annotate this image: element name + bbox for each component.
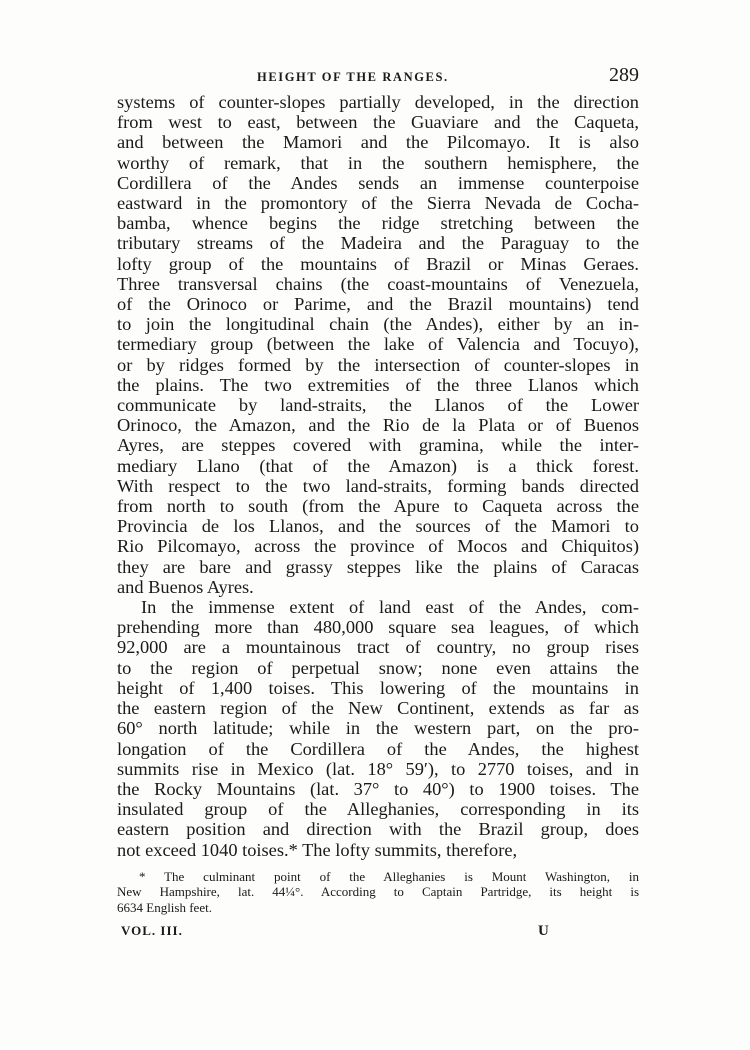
footnote (117, 869, 639, 916)
text-line: longation of the Cordillera of the Andes, the highest (117, 738, 639, 759)
text-line: and between the Mamori and the Pilcomayo. It is also (117, 132, 639, 153)
text-line: the plains. The two extremities of the three Llanos which (117, 374, 639, 395)
text-line: height of 1,400 toises. This lowering of the mountains in (117, 677, 639, 698)
text-line: not exceed 1040 toises.* The lofty summits, therefore, (117, 839, 518, 860)
text-line: of the Orinoco or Parime, and the Brazil mountains) tend (117, 294, 639, 315)
signature-mark: U (538, 923, 550, 940)
text-line: Cordillera of the Andes sends an immense counterpoise (117, 172, 639, 193)
paragraph (117, 92, 639, 597)
text-line: worthy of remark, that in the southern hemisphere, the (117, 152, 639, 173)
text-line: tributary streams of the Madeira and the Paraguay to the (117, 233, 639, 254)
text-line: and Buenos Ayres. (117, 576, 254, 597)
running-head: HEIGHT OF THE RANGES. (257, 70, 449, 84)
text-line: summits rise in Mexico (lat. 18° 59′), to 2770 toises, and in (117, 758, 639, 779)
footnote-line: New Hampshire, lat. 44¼°. According to Captain Partridge, its height is (117, 884, 639, 900)
text-line: Three transversal chains (the coast-mountains of Venezuela, (117, 273, 639, 294)
text-line: Provincia de los Llanos, and the sources of the Mamori to (117, 516, 639, 537)
text-line: they are bare and grassy steppes like the plains of Caracas (117, 556, 639, 577)
text-line: from north to south (from the Apure to Caqueta across the (117, 496, 639, 517)
text-line: With respect to the two land-straits, forming bands directed (117, 475, 639, 496)
text-line: eastward in the promontory of the Sierra Nevada de Cocha- (117, 193, 639, 214)
text-line: prehending more than 480,000 square sea leagues, of which (117, 617, 639, 638)
text-line: eastern position and direction with the Brazil group, does (117, 819, 639, 840)
paragraph (117, 597, 639, 860)
page-header (117, 64, 639, 92)
footnote-line: * The culminant point of the Alleghanies is Mount Washington, in (139, 868, 639, 884)
text-line: the Rocky Mountains (lat. 37° to 40°) to 1900 toises. The (117, 778, 639, 799)
footnote-line: 6634 English feet. (117, 899, 212, 915)
text-line: from west to east, between the Guaviare and the Caqueta, (117, 112, 639, 133)
text-line: In the immense extent of land east of the Andes, com- (141, 597, 639, 618)
text-line: communicate by land-straits, the Llanos of the Lower (117, 395, 639, 416)
text-line: Rio Pilcomayo, across the province of Mocos and Chiquitos) (117, 536, 639, 557)
text-line: systems of counter-slopes partially developed, in the direction (117, 92, 639, 112)
page-footer (117, 923, 639, 945)
page-number: 289 (609, 64, 639, 86)
text-line: Orinoco, the Amazon, and the Rio de la Plata or of Buenos (117, 415, 639, 436)
text-line: 92,000 are a mountainous tract of country, no group rises (117, 637, 639, 658)
text-line: mediary Llano (that of the Amazon) is a thick forest. (117, 455, 639, 476)
volume-label: VOL. III. (121, 923, 183, 939)
text-line: 60° north latitude; while in the western part, on the pro- (117, 718, 639, 739)
text-line: Ayres, are steppes covered with gramina, while the inter- (117, 435, 639, 456)
text-line: to join the longitudinal chain (the Andes), either by an in- (117, 314, 639, 335)
text-line: termediary group (between the lake of Valencia and Tocuyo), (117, 334, 639, 355)
text-line: or by ridges formed by the intersection of counter-slopes in (117, 354, 639, 375)
text-line: insulated group of the Alleghanies, corresponding in its (117, 799, 639, 820)
body-text (117, 92, 639, 860)
text-line: the eastern region of the New Continent, extends as far as (117, 698, 639, 719)
text-line: to the region of perpetual snow; none even attains the (117, 657, 639, 678)
text-line: bamba, whence begins the ridge stretching between the (117, 213, 639, 234)
book-page (117, 64, 639, 945)
text-line: lofty group of the mountains of Brazil or Minas Geraes. (117, 253, 639, 274)
